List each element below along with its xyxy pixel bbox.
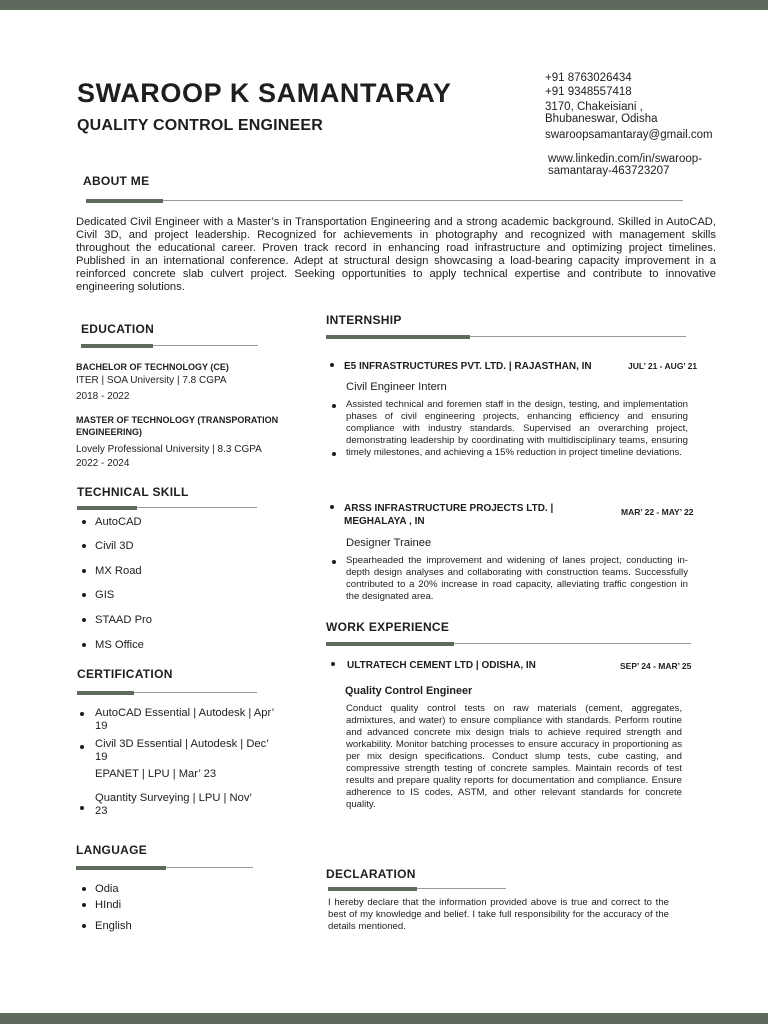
declaration-heading: DECLARATION <box>326 867 416 881</box>
candidate-name: SWAROOP K SAMANTARAY <box>77 78 452 108</box>
phone-1: +91 8763026434 <box>545 72 632 84</box>
bullet-icon <box>82 643 86 647</box>
education-school-1: ITER | SOA University | 7.8 CGPA <box>76 375 227 386</box>
about-divider <box>86 200 683 201</box>
work-description: Conduct quality control tests on raw materials (cement, aggregates, admixtures, and water) to ensure compliance with standards. Perform routine and advanced concrete mix design trials to achieve required strength and workability. Monitor batching processes to ensure accuracy in proportioning as per mix design specifications. Conduct slump tests, cube casting, and compressive strength testing of concrete samples. Maintain records of test results and prepare quality reports for documentation and compliance. Ensure adherence to IS codes, ASTM, and other relevant standards for concrete quality. <box>346 703 682 810</box>
language-item: Odia <box>95 883 119 895</box>
certification-item: Civil 3D Essential | Autodesk | Dec’ 19 <box>95 738 269 763</box>
work-company: ULTRATECH CEMENT LTD | ODISHA, IN <box>347 660 536 671</box>
phone-2: +91 9348557418 <box>545 86 632 98</box>
internship-dates-1: JUL’ 21 - AUG’ 21 <box>628 361 698 371</box>
certification-item: AutoCAD Essential | Autodesk | Apr’ 19 <box>95 707 274 732</box>
skill-item: STAAD Pro <box>95 614 152 626</box>
language-divider <box>76 867 253 868</box>
linkedin-link-line-2[interactable]: samantaray-463723207 <box>548 165 670 177</box>
internship-company-2: ARSS INFRASTRUCTURE PROJECTS LTD. | MEGHALAYA , IN <box>344 503 554 527</box>
bullet-icon <box>332 560 336 564</box>
bullet-icon <box>332 404 336 408</box>
certification-item: Quantity Surveying | LPU | Nov’ 23 <box>95 792 252 817</box>
bullet-icon <box>80 745 84 749</box>
bullet-icon <box>82 520 86 524</box>
bullet-icon <box>82 544 86 548</box>
internship-divider <box>326 336 686 337</box>
language-item: English <box>95 920 132 932</box>
skill-item: Civil 3D <box>95 540 134 552</box>
skill-item: MS Office <box>95 639 144 651</box>
bullet-icon <box>82 618 86 622</box>
skills-divider <box>77 507 257 508</box>
bullet-icon <box>82 903 86 907</box>
bottom-accent-bar <box>0 1013 768 1024</box>
work-divider <box>326 643 691 644</box>
bullet-icon <box>80 712 84 716</box>
bullet-icon <box>82 887 86 891</box>
work-role: Quality Control Engineer <box>345 685 473 697</box>
internship-company-1: E5 INFRASTRUCTURES PVT. LTD. | RAJASTHAN, IN <box>344 361 592 372</box>
bullet-icon <box>332 452 336 456</box>
bullet-icon <box>331 662 335 666</box>
work-dates: SEP’ 24 - MAR’ 25 <box>620 661 692 671</box>
education-heading: EDUCATION <box>81 322 155 336</box>
candidate-title: QUALITY CONTROL ENGINEER <box>77 117 324 134</box>
email-link[interactable]: swaroopsamantaray@gmail.com <box>545 129 713 141</box>
education-degree-2: MASTER OF TECHNOLOGY (TRANSPORATION ENGINEERING) <box>76 415 279 437</box>
bullet-icon <box>82 569 86 573</box>
language-heading: LANGUAGE <box>76 843 148 857</box>
language-item: HIndi <box>95 899 122 911</box>
about-heading: ABOUT ME <box>83 174 150 188</box>
bullet-icon <box>330 363 334 367</box>
education-years-2: 2022 - 2024 <box>76 458 130 469</box>
skill-item: GIS <box>95 589 115 601</box>
education-divider <box>81 345 258 346</box>
work-heading: WORK EXPERIENCE <box>326 620 450 634</box>
bullet-icon <box>330 505 334 509</box>
education-years-1: 2018 - 2022 <box>76 391 130 402</box>
bullet-icon <box>82 593 86 597</box>
internship-role-2: Designer Trainee <box>346 537 432 549</box>
education-school-2: Lovely Professional University | 8.3 CGPA <box>76 444 262 455</box>
declaration-text: I hereby declare that the information provided above is true and correct to the best of my knowledge and belief. I take full responsibility for the accuracy of the details mentioned. <box>328 897 669 932</box>
address-line-1: 3170, Chakeisiani , <box>545 101 643 113</box>
linkedin-link-line-1[interactable]: www.linkedin.com/in/swaroop- <box>548 153 703 165</box>
education-degree-1: BACHELOR OF TECHNOLOGY (CE) <box>76 362 229 372</box>
skill-item: AutoCAD <box>95 516 142 528</box>
internship-description-1: Assisted technical and foremen staff in the design, testing, and implementation phases of civil engineering projects, enhancing efficiency and ensuring compliance with industry standards. Supervised an overarching project, demonstrating leadership by coordinating with multidisciplinary teams, ensuring timely milestones, and achieving a 15% reduction in project timeline deviations. <box>346 399 688 458</box>
certification-heading: CERTIFICATION <box>77 667 173 681</box>
internship-description-2: Spearheaded the improvement and widening of lanes project, conducting in-depth design analyses and collaborating with construction teams. Successfully contributed to a 20% increase in road capacity, alleviating traffic congestion in the designated area. <box>346 555 688 602</box>
about-text: Dedicated Civil Engineer with a Master’s in Transportation Engineering and a strong academic background. Skilled in AutoCAD, Civil 3D, and project leadership. Recognized for achievements in photography and recognized with management skills throughout the educational career. Proven track record in enhancing road infrastructure and optimizing project timelines. Published in an international conference. Adept at structural design showcasing a load-bearing capacity improvement in a reinforced concrete slab culvert project. Seeking opportunities to apply technical expertise and contribute to innovative engineering solutions. <box>76 216 716 293</box>
bullet-icon <box>82 924 86 928</box>
top-accent-bar <box>0 0 768 10</box>
internship-dates-2: MAR’ 22 - MAY’ 22 <box>621 507 694 517</box>
internship-heading: INTERNSHIP <box>326 313 402 327</box>
address-line-2: Bhubaneswar, Odisha <box>545 113 658 125</box>
internship-role-1: Civil Engineer Intern <box>346 381 447 393</box>
declaration-divider <box>328 888 506 889</box>
certification-item: EPANET | LPU | Mar’ 23 <box>95 768 217 780</box>
skill-item: MX Road <box>95 565 142 577</box>
bullet-icon <box>80 806 84 810</box>
skills-heading: TECHNICAL SKILL <box>77 485 189 499</box>
certification-divider <box>77 692 257 693</box>
